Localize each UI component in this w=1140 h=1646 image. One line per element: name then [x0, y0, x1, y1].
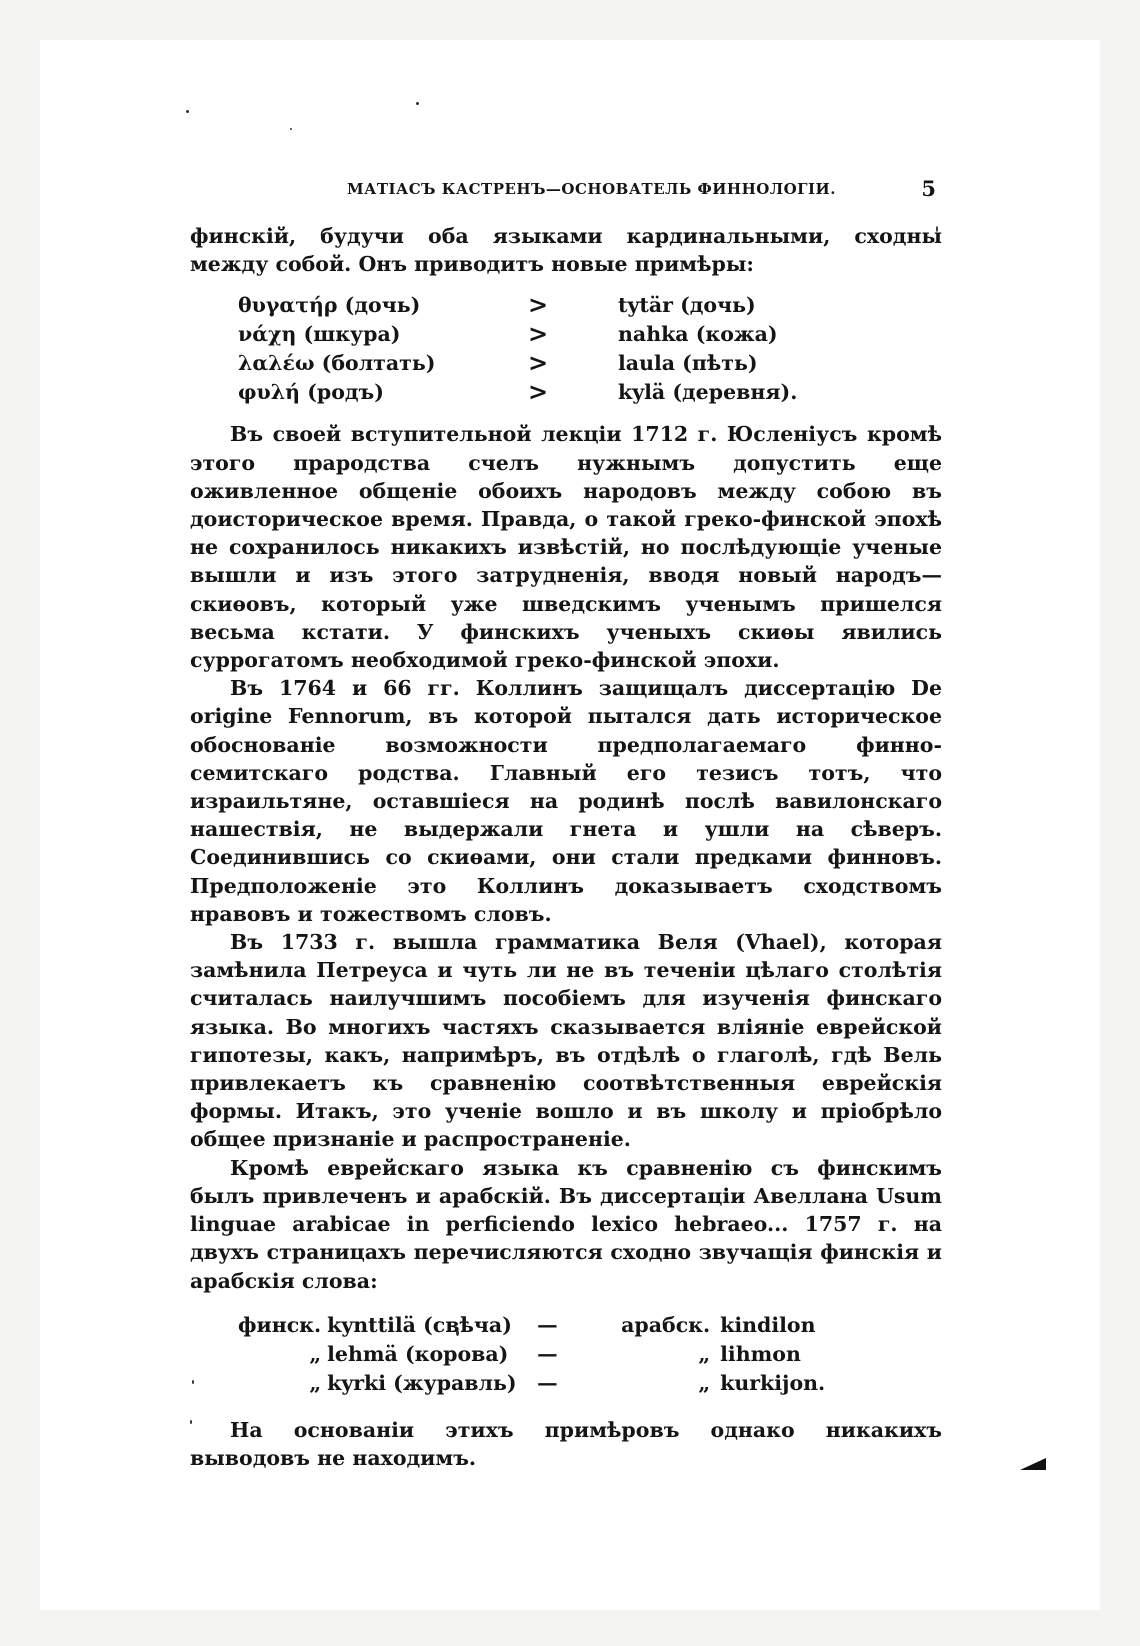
example-row — [190, 348, 942, 377]
example-row — [190, 1311, 825, 1340]
ditto-mark: „ — [698, 1342, 711, 1367]
example-row — [190, 290, 942, 319]
finnish-arabic-examples — [190, 1311, 825, 1398]
paragraph-6: На основаніи этихъ примѣровъ однако никакихъ выводовъ не находимъ. — [190, 1417, 942, 1470]
finnish-word: kylä (деревня). — [618, 379, 798, 404]
arrow: > — [528, 289, 549, 319]
running-head: МАТІАСЪ КАСТРЕНЪ—ОСНОВАТЕЛЬ ФИННОЛОГІИ. — [347, 180, 836, 198]
example-row — [190, 377, 942, 406]
print-speck — [186, 110, 189, 113]
corner-mark-icon — [1020, 1458, 1046, 1470]
finnish-word: lehmä (корова) — [327, 1342, 509, 1367]
greek-word: νάχη (шкура) — [238, 321, 401, 346]
arabic-word: kurkijon. — [720, 1371, 826, 1396]
ditto-mark: „ — [309, 1342, 322, 1367]
arrow: > — [528, 318, 549, 348]
finnish-word: laula (пѣть) — [618, 350, 758, 375]
arrow: > — [528, 347, 549, 377]
example-row — [190, 1369, 825, 1398]
finnish-word: kyrki (журавль) — [327, 1371, 517, 1396]
example-row — [190, 1340, 825, 1369]
arrow: > — [528, 376, 549, 406]
page-body — [190, 222, 942, 1472]
arabic-word: kindilon — [720, 1313, 816, 1338]
paragraph-3: Въ 1764 и 66 гг. Коллинъ защищалъ диссертацію De origine Fennorum, въ которой пытался дать историческое обоснованіе возможности предполагаемаго финно-семитскаго родства. Главный его тезисъ тотъ, что израильтяне, оставшіеся на родинѣ послѣ вавилонскаго нашествія, не выдержали гнета и ушли на сѣверъ. Соединившись со скиѳами, они стали предками финновъ. Предположеніе это Коллинъ доказываетъ сходствомъ нравовъ и тожествомъ словъ. — [190, 676, 942, 926]
arabic-word: lihmon — [720, 1342, 801, 1367]
greek-word: θυγατήρ (дочь) — [238, 292, 421, 317]
dash: — — [537, 1342, 558, 1367]
page-header — [232, 176, 940, 206]
finnish-word: nahka (кожа) — [618, 321, 778, 346]
example-row — [190, 319, 942, 348]
paragraph-1: финскій, будучи оба языками кардинальными, сходны между собой. Онъ приводитъ новые примѣры: — [190, 224, 942, 277]
paragraph-2: Въ своей вступительной лекціи 1712 г. Юсленіусъ кромѣ этого прародства счелъ нужнымъ допустить еще оживленное общеніе обоихъ народовъ между собою въ доисторическое время. Правда, о такой греко-финской эпохѣ не сохранилось никакихъ извѣстій, но послѣдующіе ученые вышли и изъ этого затрудненія, вводя новый народъ—скиѳовъ, который уже шведскимъ ученымъ пришелся весьма кстати. У финскихъ ученыхъ скиѳы явились суррогатомъ необходимой греко-финской эпохи. — [190, 422, 942, 673]
ditto-mark: „ — [309, 1371, 322, 1396]
greek-word: λαλέω (болтать) — [238, 350, 436, 375]
page-number: 5 — [921, 176, 936, 201]
finnish-word: tytär (дочь) — [618, 292, 756, 317]
paragraph-4: Въ 1733 г. вышла грамматика Веля (Vhael), которая замѣнила Петреуса и чуть ли не въ теченіи цѣлаго столѣтія считалась наилучшимъ пособіемъ для изученія финскаго языка. Во многихъ частяхъ сказывается вліяніе еврейской гипотезы, какъ, напримѣръ, въ отдѣлѣ о глаголѣ, гдѣ Вель привлекаетъ къ сравненію соотвѣтственныя еврейскія формы. Итакъ, это ученіе вошло и въ школу и пріобрѣло общее признаніе и распространеніе. — [190, 930, 942, 1152]
ditto-mark: „ — [698, 1371, 711, 1396]
print-speck — [290, 128, 292, 130]
finnish-word: kynttilä (свѣча) — [327, 1313, 512, 1338]
greek-finnish-examples — [190, 290, 942, 406]
greek-word: φυλή (родъ) — [238, 379, 384, 404]
dash: — — [537, 1371, 558, 1396]
language-label: финск. — [238, 1313, 322, 1338]
paragraph-5: Кромѣ еврейскаго языка къ сравненію съ финскимъ былъ привлеченъ и арабскій. Въ диссертаціи Авеллана Usum linguae arabicae in perficiendo lexico hebraeo... 1757 г. на двухъ страницахъ перечисляются сходно звучащія финскія и арабскія слова: — [190, 1155, 942, 1293]
dash: — — [537, 1313, 558, 1338]
language-label: арабск. — [621, 1313, 711, 1338]
print-speck — [416, 102, 419, 105]
